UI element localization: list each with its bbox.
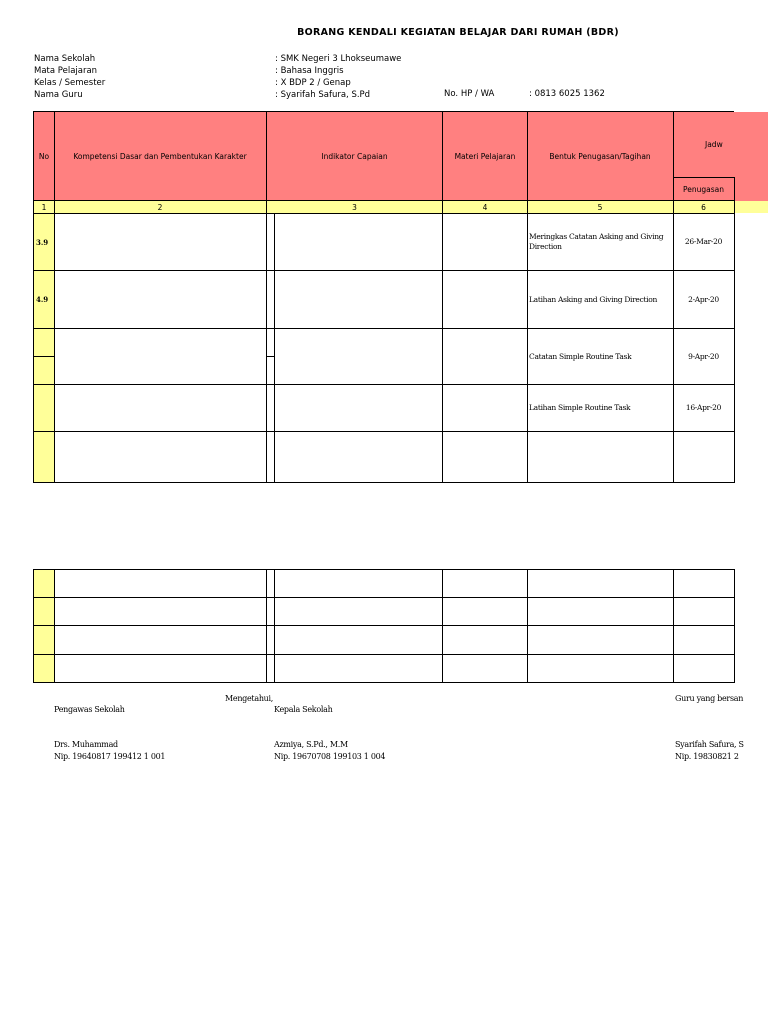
col-number: 4 bbox=[482, 202, 488, 212]
bentuk-cell: Latihan Simple Routine Task bbox=[529, 403, 631, 412]
page-title: BORANG KENDALI KEGIATAN BELAJAR DARI RUMAH (BDR) bbox=[297, 27, 619, 38]
table-rule bbox=[34, 111, 734, 112]
col-number: 3 bbox=[352, 202, 357, 212]
bentuk-cell: Meringkas Catatan Asking and Giving Direction bbox=[529, 232, 664, 251]
header-materi: Materi Pelajaran bbox=[454, 152, 516, 161]
bentuk-cell: Catatan Simple Routine Task bbox=[529, 351, 632, 361]
info-label: Nama Sekolah bbox=[34, 54, 96, 64]
guru-role: Guru yang bersan bbox=[675, 694, 744, 703]
table-rule bbox=[34, 597, 734, 598]
kd-code: 3.9 bbox=[36, 237, 49, 247]
info-value: : X BDP 2 / Genap bbox=[275, 78, 351, 88]
header-bentuk: Bentuk Penugasan/Tagihan bbox=[549, 152, 651, 161]
info-label: Nama Guru bbox=[34, 90, 83, 100]
table-rule bbox=[34, 569, 734, 570]
table-rule bbox=[734, 177, 735, 483]
info-value: : Bahasa Inggris bbox=[275, 66, 344, 76]
info-labels bbox=[34, 53, 105, 101]
pengawas-role: Pengawas Sekolah bbox=[54, 705, 125, 714]
info-values bbox=[275, 53, 401, 101]
info-value: : Syarifah Safura, S.Pd bbox=[275, 90, 371, 100]
tanggal-cell: 2-Apr-20 bbox=[688, 294, 719, 304]
table-rule bbox=[34, 482, 734, 483]
table-rule bbox=[34, 625, 734, 626]
info-value: : SMK Negeri 3 Lhokseumawe bbox=[275, 54, 402, 64]
kepala-role: Kepala Sekolah bbox=[274, 705, 333, 714]
table-rule bbox=[266, 569, 267, 683]
table-rule bbox=[34, 356, 54, 357]
table-rule bbox=[274, 213, 275, 483]
tanggal-cell: 26-Mar-20 bbox=[684, 237, 723, 246]
kepala-name: Azmiya, S.Pd., M.M bbox=[274, 740, 348, 749]
header-jadwal: Jadw bbox=[705, 139, 723, 149]
col-number: 6 bbox=[701, 202, 706, 212]
table-rule bbox=[33, 111, 34, 483]
col-number: 2 bbox=[157, 202, 163, 212]
header-indikator: Indikator Capaian bbox=[321, 152, 388, 161]
table-rule bbox=[442, 569, 443, 683]
pengawas-name: Drs. Muhammad bbox=[54, 740, 118, 749]
kepala-nip: Nip. 19670708 199103 1 004 bbox=[274, 752, 386, 761]
header-penugasan: Penugasan bbox=[683, 184, 724, 194]
table-rule bbox=[54, 111, 55, 483]
table-rule bbox=[734, 569, 735, 683]
pengawas-nip: Nip. 19640817 199412 1 001 bbox=[54, 752, 166, 761]
table-rule bbox=[34, 682, 734, 683]
bentuk-cell: Latihan Asking and Giving Direction bbox=[529, 294, 658, 304]
hp-value: : 0813 6025 1362 bbox=[529, 89, 605, 99]
kd-code: 4.9 bbox=[36, 295, 49, 304]
table-rule bbox=[34, 200, 734, 201]
guru-nip: Nip. 19830821 2 bbox=[675, 752, 739, 761]
header-kompetensi: Kompetensi Dasar dan Pembentukan Karakter bbox=[73, 152, 247, 161]
info-label: Mata Pelajaran bbox=[34, 66, 98, 76]
table-rule bbox=[34, 654, 734, 655]
header-no: No bbox=[38, 152, 50, 161]
tanggal-cell: 9-Apr-20 bbox=[688, 351, 719, 361]
col-number: 5 bbox=[597, 202, 603, 212]
table-rule bbox=[54, 569, 55, 683]
table-rule bbox=[266, 111, 267, 483]
no-column-fill bbox=[34, 570, 54, 683]
table-rule bbox=[673, 569, 674, 683]
table-rule bbox=[673, 177, 734, 178]
table-rule bbox=[527, 111, 528, 483]
table-rule bbox=[442, 111, 443, 483]
tanggal-cell: 16-Apr-20 bbox=[685, 403, 722, 412]
col-number: 1 bbox=[41, 202, 47, 212]
guru-name: Syarifah Safura, S bbox=[675, 740, 744, 749]
table-rule bbox=[33, 569, 34, 683]
mengetahui-label: Mengetahui, bbox=[225, 694, 274, 703]
hp-label: No. HP / WA bbox=[444, 89, 495, 99]
table-rule bbox=[527, 569, 528, 683]
table-rule bbox=[274, 569, 275, 683]
info-label: Kelas / Semester bbox=[34, 78, 106, 88]
table-rule bbox=[34, 431, 734, 432]
table-rule bbox=[266, 356, 274, 357]
